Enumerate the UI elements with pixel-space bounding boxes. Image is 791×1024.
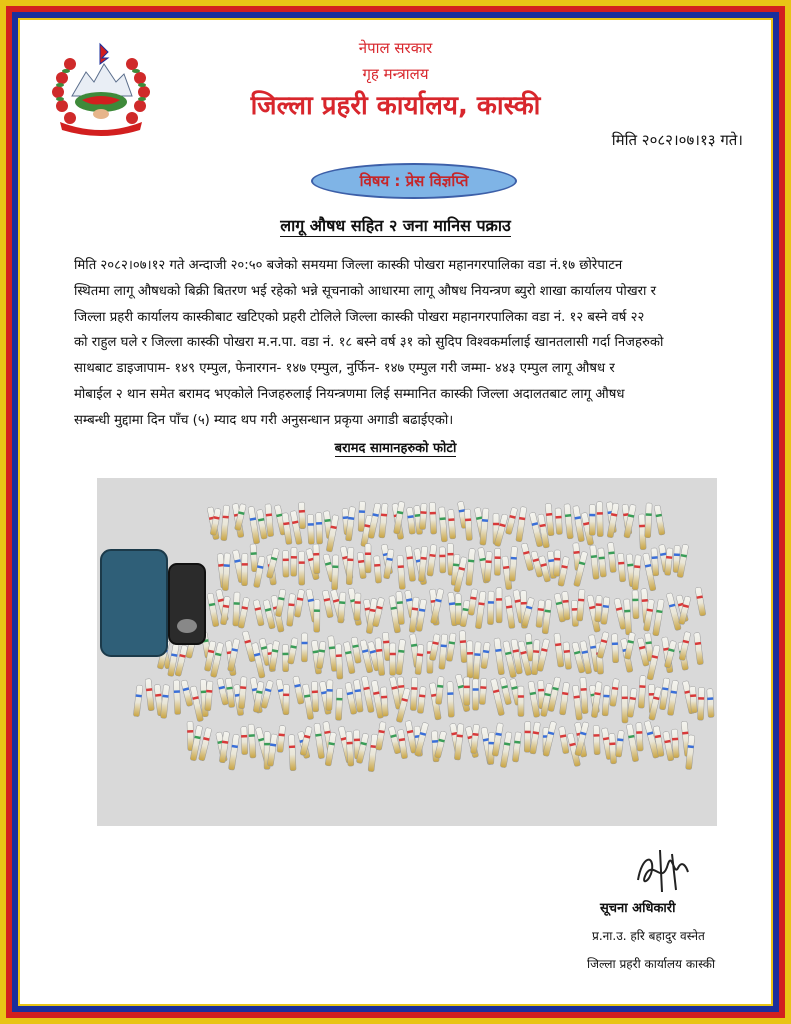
- issue-date: मिति २०८२।०७।१३ गते।: [611, 131, 743, 149]
- body-line: साथबाट डाइजापाम- १४९ एम्पुल, फेनारगन- १४७ एम्पुल, नुर्फिन- १४७ एम्पुल गरी जम्मा- ४४३ एम्पुल लागू औषध र: [74, 361, 615, 377]
- subject-label: विषय : प्रेस विज्ञप्ति: [359, 172, 469, 190]
- body-line: जिल्ला प्रहरी कार्यालय कास्कीबाट खटिएको प्रहरी टोलिले जिल्ला कास्की पोखरा महानगरपालिका वडा नं. १२ बस्ने वर्ष २२: [74, 309, 645, 325]
- body-line: मिति २०८२।०७।१२ गते अन्दाजी २०:५० बजेको समयमा जिल्ला कास्की पोखरा महानगरपालिका वडा नं.१७ छोरेपाटन: [74, 258, 623, 273]
- seized-items-photo-drawing: [97, 478, 717, 826]
- press-headline: लागू औषध सहित २ जना मानिस पक्राउ: [280, 216, 511, 235]
- signatory-title: सूचना अधिकारी: [600, 901, 676, 916]
- photo-caption: बरामद सामानहरुको फोटो: [334, 441, 457, 456]
- signatory-name: प्र.ना.उ. हरि बहादुर वस्नेत: [592, 929, 705, 943]
- ministry-label: गृह मन्त्रालय: [362, 65, 429, 83]
- press-body: [74, 253, 752, 434]
- signature-icon: [632, 846, 692, 898]
- office-title: जिल्ला प्रहरी कार्यालय, कास्की: [250, 91, 541, 121]
- body-line: सम्बन्धी मुद्दामा दिन पाँच (५) म्याद थप गरी अनुसन्धान प्रकृया अगाडी बढाईएको।: [74, 412, 454, 428]
- subject-badge: [311, 163, 517, 199]
- seized-items-photo: [97, 478, 717, 826]
- body-line: स्थितमा लागू औषधको बिक्री बितरण भई रहेको भन्ने सूचनाको आधारमा लागू औषध नियन्त्रण ब्युरो शाखा कार्यालय पोखरा र: [74, 283, 656, 299]
- body-line: मोबाईल २ थान समेत बरामद भएकोले निजहरुलाई नियन्त्रणमा लिई सम्मानित कास्की जिल्ला अदालतबाट लागू औषध: [74, 386, 625, 402]
- smartphone-icon: [101, 550, 167, 656]
- government-label: नेपाल सरकार: [358, 39, 433, 57]
- signatory-office: जिल्ला प्रहरी कार्यालय कास्की: [587, 957, 716, 971]
- body-line: को राहुल घले र जिल्ला कास्की पोखरा म.न.पा. वडा नं. १८ बस्ने वर्ष ३१ को सुदिप विश्वकर्मालाई खानतलासी गर्दा निजहरुको: [74, 335, 664, 351]
